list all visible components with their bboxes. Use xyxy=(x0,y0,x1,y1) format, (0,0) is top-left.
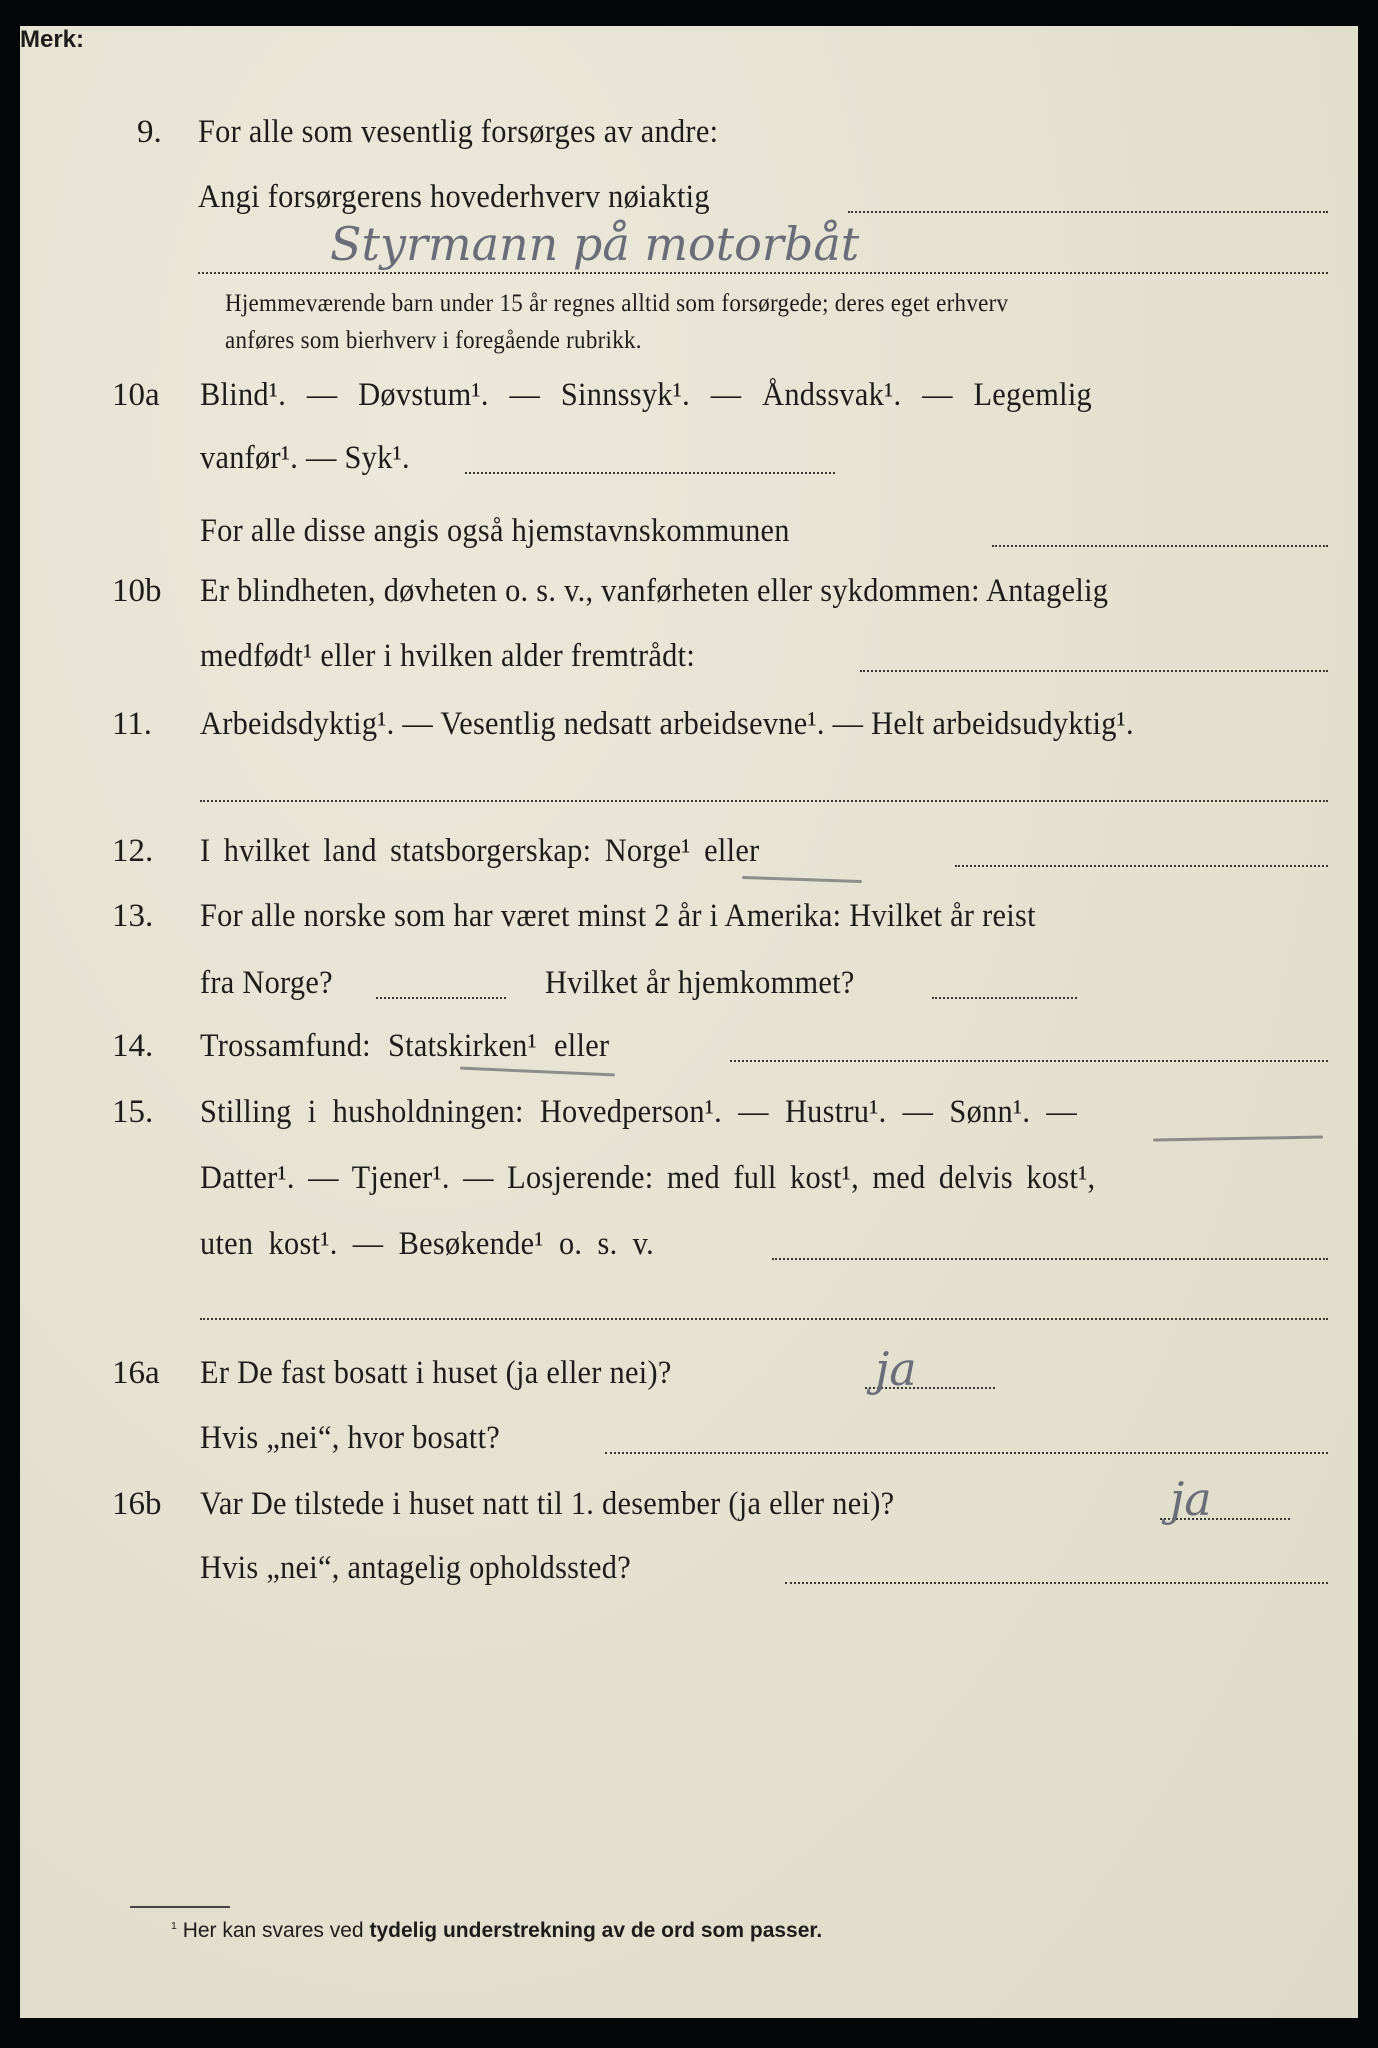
q15-number: 15. xyxy=(112,1094,154,1130)
q13-line1: For alle norske som har været minst 2 år i Amerika: Hvilket år reist xyxy=(200,898,1036,934)
q15-answer-line-2[interactable] xyxy=(200,1318,1328,1320)
q10b-line2: medfødt¹ eller i hvilken alder fremtrådt: xyxy=(200,638,696,674)
q10a-line3: For alle disse angis også hjemstavnskommunen xyxy=(200,513,790,549)
q11-number: 11. xyxy=(112,706,153,742)
q11-answer-line[interactable] xyxy=(200,800,1328,802)
q16b-handwritten-answer: ja xyxy=(1170,1472,1212,1526)
q13-number: 13. xyxy=(112,898,154,934)
footnote xyxy=(170,1919,822,1943)
q16b-line2: Hvis „nei“, antagelig opholdssted? xyxy=(200,1550,631,1586)
note-line2: anføres som bierhverv i foregående rubrikk. xyxy=(225,327,642,354)
q15-sonn-underline xyxy=(1153,1136,1323,1142)
q15-answer-line-1[interactable] xyxy=(772,1258,1328,1260)
q10b-line1: Er blindheten, døvheten o. s. v., vanførheten eller sykdommen: Antagelig xyxy=(200,573,1109,609)
footnote-text-bold: tydelig understrekning av de ord som passer. xyxy=(369,1919,823,1942)
q10a-line1: Blind¹. — Døvstum¹. — Sinnssyk¹. — Åndssvak¹. — Legemlig xyxy=(200,377,1092,413)
q10a-hjemstavn-line[interactable] xyxy=(992,545,1328,547)
q16a-bosatt-line[interactable] xyxy=(605,1452,1328,1454)
q10b-answer-line[interactable] xyxy=(860,670,1328,672)
q10a-answer-line[interactable] xyxy=(465,472,835,474)
q16a-line2: Hvis „nei“, hvor bosatt? xyxy=(200,1420,501,1456)
q13-reist-line[interactable] xyxy=(376,997,506,999)
q9-line2: Angi forsørgerens hovederhverv nøiaktig xyxy=(198,179,710,215)
q16a-number: 16a xyxy=(112,1355,160,1391)
footnote-rule xyxy=(130,1906,230,1908)
q16b-line1: Var De tilstede i huset natt til 1. desember (ja eller nei)? xyxy=(200,1486,895,1522)
note-label: Merk: xyxy=(20,26,85,53)
q15-line3: uten kost¹. — Besøkende¹ o. s. v. xyxy=(200,1226,655,1262)
footnote-text-plain: Her kan svares ved xyxy=(182,1919,364,1942)
q16b-opholdssted-line[interactable] xyxy=(785,1582,1328,1584)
q14-number: 14. xyxy=(112,1028,154,1064)
q9-answer-line-2[interactable] xyxy=(198,272,1328,274)
note-line1: Hjemmeværende barn under 15 år regnes alltid som forsørgede; deres eget erhverv xyxy=(225,290,1009,317)
census-form-page xyxy=(20,26,1358,2018)
q14-line1: Trossamfund: Statskirken¹ eller xyxy=(200,1028,610,1064)
q12-norge-underline xyxy=(742,876,862,883)
q16b-number: 16b xyxy=(112,1486,162,1522)
q10a-line2: vanfør¹. — Syk¹. xyxy=(200,440,410,476)
q16a-handwritten-answer: ja xyxy=(875,1342,917,1396)
q16a-line1: Er De fast bosatt i huset (ja eller nei)? xyxy=(200,1355,672,1391)
q12-line1: I hvilket land statsborgerskap: Norge¹ eller xyxy=(200,833,760,869)
q9-handwritten-answer: Styrmann på motorbåt xyxy=(330,217,860,271)
q9-number: 9. xyxy=(137,114,162,150)
q15-line2: Datter¹. — Tjener¹. — Losjerende: med full kost¹, med delvis kost¹, xyxy=(200,1160,1096,1196)
q14-answer-line[interactable] xyxy=(730,1060,1328,1062)
q13-hjemkommet-line[interactable] xyxy=(932,997,1077,999)
q9-line1: For alle som vesentlig forsørges av andre: xyxy=(198,114,719,150)
q13-line2a: fra Norge? xyxy=(200,965,333,1001)
q11-line1: Arbeidsdyktig¹. — Vesentlig nedsatt arbeidsevne¹. — Helt arbeidsudyktig¹. xyxy=(200,706,1134,742)
q13-line2b: Hvilket år hjemkommet? xyxy=(545,965,855,1001)
q9-answer-line-1[interactable] xyxy=(848,211,1328,213)
q15-line1: Stilling i husholdningen: Hovedperson¹. — Hustru¹. — Sønn¹. — xyxy=(200,1094,1077,1130)
q14-statskirken-underline xyxy=(460,1067,615,1077)
footnote-marker: 1 xyxy=(171,1920,177,1933)
q12-number: 12. xyxy=(112,833,154,869)
q10b-number: 10b xyxy=(112,573,162,609)
q12-answer-line[interactable] xyxy=(955,865,1328,867)
q10a-number: 10a xyxy=(112,377,160,413)
